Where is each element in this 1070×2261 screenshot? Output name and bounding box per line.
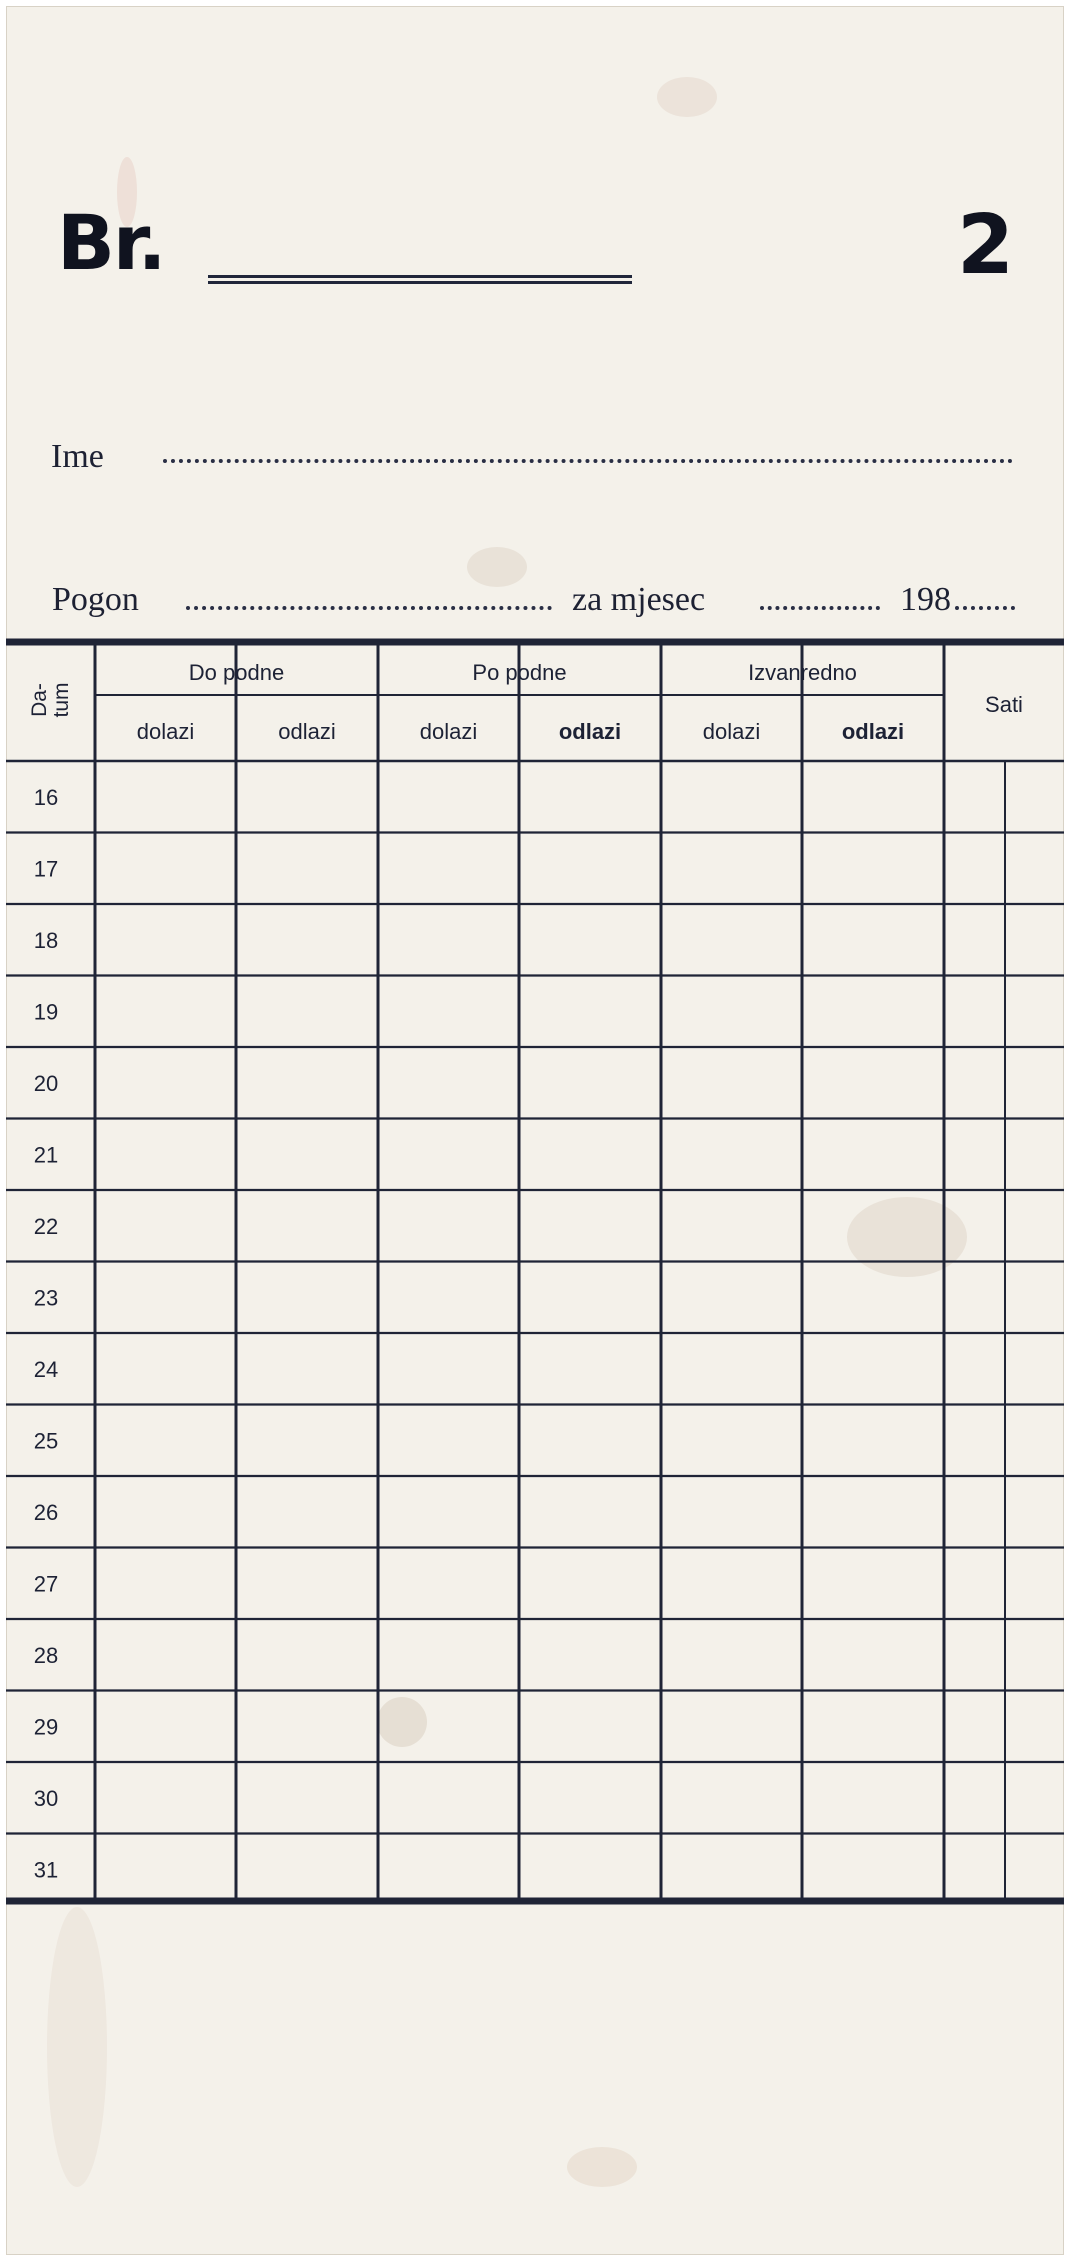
sub-header-4: dolazi [702, 719, 761, 744]
sub-header-5: odlazi [841, 719, 905, 744]
day-number-26: 26 [33, 1499, 59, 1525]
day-number-23: 23 [33, 1285, 59, 1311]
day-number-16: 16 [33, 784, 59, 810]
day-number-27: 27 [33, 1571, 59, 1597]
date-header-line-1: tum [50, 682, 73, 718]
day-number-21: 21 [33, 1142, 59, 1168]
date-header [28, 682, 73, 717]
sub-header-2: dolazi [419, 719, 478, 744]
date-header-line-0: Da- [28, 683, 51, 717]
day-number-24: 24 [33, 1356, 59, 1382]
day-number-19: 19 [33, 999, 59, 1025]
plant-label: Pogon [52, 581, 139, 618]
card-title: Br. [57, 198, 165, 287]
day-number-30: 30 [33, 1785, 59, 1811]
group-header-2: Izvanredno [748, 660, 857, 685]
name-label: Ime [51, 438, 104, 475]
day-number-31: 31 [33, 1857, 59, 1883]
card-number: 2 [956, 198, 1014, 293]
day-number-18: 18 [33, 927, 59, 953]
day-number-22: 22 [33, 1213, 59, 1239]
group-header-1: Po podne [472, 660, 567, 685]
day-number-20: 20 [33, 1070, 59, 1096]
sub-header-0: dolazi [136, 719, 195, 744]
sub-header-1: odlazi [278, 719, 336, 744]
sub-header-3: odlazi [558, 719, 622, 744]
day-number-28: 28 [33, 1642, 59, 1668]
month-label: za mjesec [572, 581, 706, 618]
day-number-17: 17 [33, 856, 59, 882]
day-number-29: 29 [33, 1714, 59, 1740]
year-prefix: 198 [900, 581, 951, 618]
day-number-25: 25 [33, 1428, 59, 1454]
hours-header: Sati [985, 692, 1023, 717]
group-header-0: Do podne [188, 660, 285, 685]
